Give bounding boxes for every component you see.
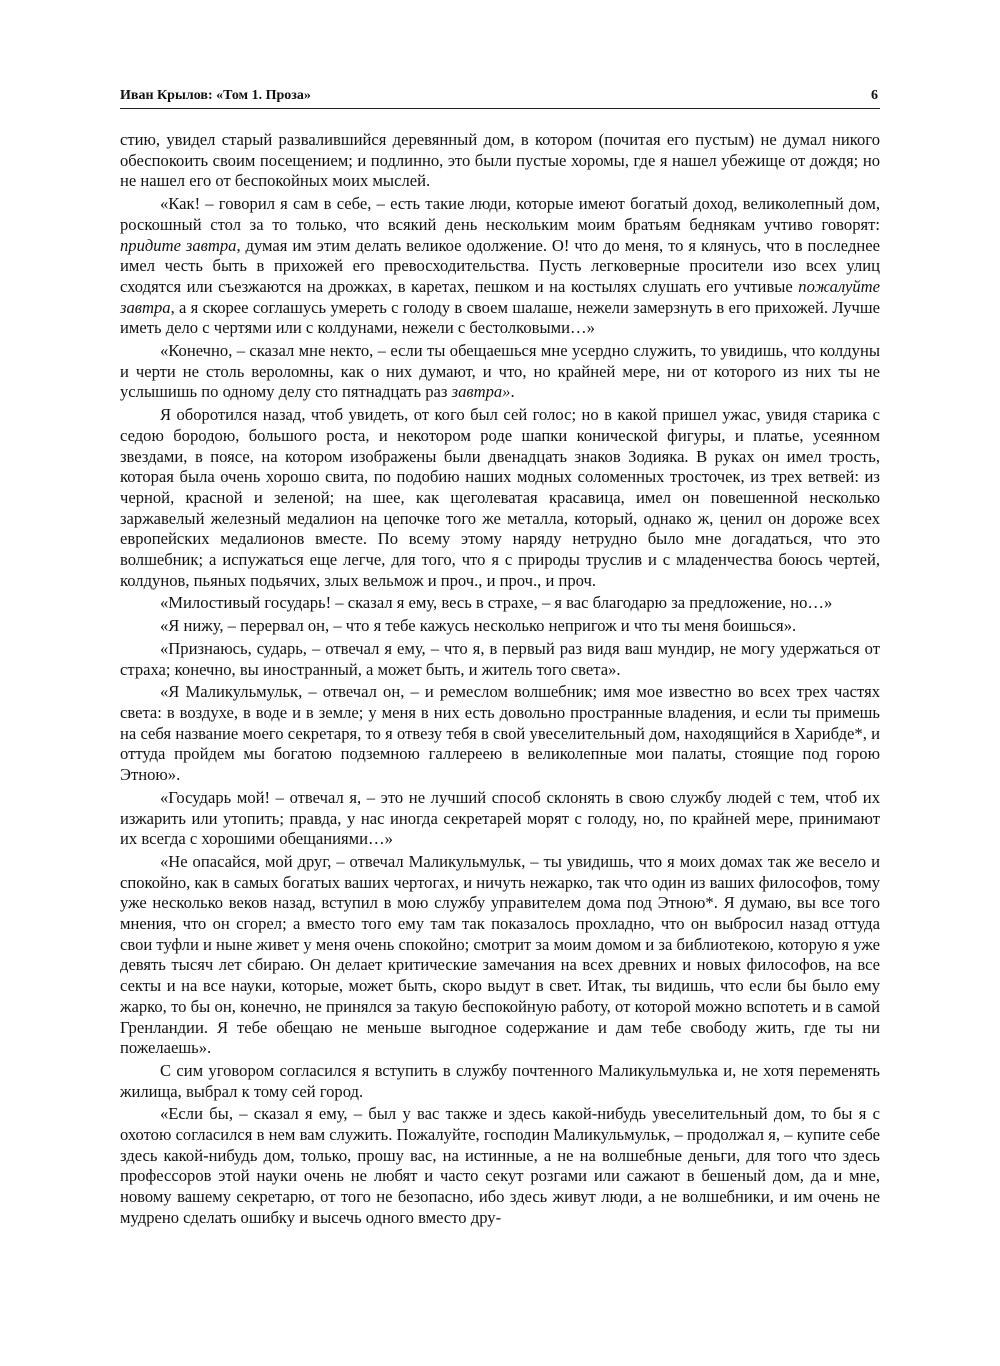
italic-text: завтра» <box>451 382 511 402</box>
paragraph <box>120 593 880 614</box>
text-run: С сим уговором согласился я вступить в службу почтенного Маликульмулька и, не хотя переменять жилища, выбрал к тому сей город. <box>120 1060 880 1101</box>
document-body <box>120 130 880 1229</box>
paragraph <box>120 1061 880 1102</box>
paragraph <box>120 682 880 786</box>
paragraph <box>120 616 880 637</box>
paragraph <box>120 130 880 192</box>
text-run: , думая им этим делать великое одолжение. О! что до меня, то я клянусь, что в последнее имел честь быть в прихожей его превосходительства. Пусть легковерные просители изо всех улиц сходятся или съезжаются на дрожках, в каретах, пешком и на костылях слушать его учтивые <box>120 235 880 296</box>
text-run: «Признаюсь, сударь, – отвечал я ему, – что я, в первый раз видя ваш мундир, не могу удержаться от страха; конечно, вы иностранный, а может быть, и житель того света». <box>120 638 880 679</box>
paragraph <box>120 639 880 680</box>
paragraph <box>120 194 880 339</box>
text-run: , а я скорее соглашусь умереть с голоду в своем шалаше, нежели замерзнуть в его прихожей. Лучше иметь дело с чертями или с колдунами, нежели с бестолковыми…» <box>120 297 880 338</box>
text-run: Я оборотился назад, чтоб увидеть, от кого был сей голос; но в какой пришел ужас, увидя старика с седою бородою, большого роста, и некотором роде шапки конической фигуры, и платье, усеянном звездами, в поясе, на котором изображены были двенадцать знаков Зодияка. В руках он имел трость, которая была очень хорошо свита, по подобию наших модных соломенных тросточек, из трех ветвей: из черной, красной и зеленой; на шее, как щеголеватая красавица, имел он повешенной несколько заржавелый железный медалион на цепочке того же металла, который, однако ж, ценил он дороже всех европейских медалионов вместе. По всему этому наряду нетрудно было мне догадаться, что это волшебник; а испужаться еще легче, для того, что я с природы труслив и с младенчества боюсь чертей, колдунов, пьяных подьячих, злых вельмож и проч., и проч., и проч. <box>120 405 880 590</box>
paragraph <box>120 1104 880 1228</box>
text-run: «Если бы, – сказал я ему, – был у вас также и здесь какой-нибудь увеселительный дом, то бы я с охотою согласился в нем вам служить. Пожалуйте, господин Маликульмульк, – продолжал я, – купите себе здесь какой-нибудь дом, только, прошу вас, на истинные, а не на волшебные деньги, для того что здесь профессоров этой науки очень не любят и часто секут розгами или сажают в бешеный дом, да и мне, новому вашему секретарю, от того не безопасно, ибо здесь живут люди, а не волшебники, и им очень не мудрено сделать ошибку и высечь одного вместо дру- <box>120 1104 880 1227</box>
text-run: «Конечно, – сказал мне некто, – если ты обещаешься мне усердно служить, то увидишь, что колдуны и черти не столь вероломны, как о них думают, и что, но крайней мере, ни от которого из них ты не услышишь по одному делу сто пятнадцать раз <box>120 341 880 402</box>
italic-text: пожалуйте завтра <box>120 276 880 317</box>
paragraph <box>120 405 880 591</box>
text-run: «Государь мой! – отвечал я, – это не лучший способ склонять в свою службу людей с тем, чтоб их изжарить или утопить; правда, у нас иногда секретарей морят с голоду, но, по крайней мере, принимают их всегда с хорошими обещаниями…» <box>120 787 880 849</box>
page-header <box>120 88 880 109</box>
text-run: «Я нижу, – перервал он, – что я тебе кажусь несколько непригож и что ты меня боишься». <box>160 616 797 636</box>
text-run: «Я Маликульмульк, – отвечал он, – и ремеслом волшебник; имя мое известно во всех трех частях света: в воздухе, в воде и в земле; у меня в них есть довольно пространные владения, и если ты примешь на себя название моего секретаря, то я отвезу тебя в свой увеселительный дом, находящийся в Харибде*, и оттуда пройдем мы богатою подземною галлереею в великолепные мои палаты, стоящие под горою Этною». <box>120 682 880 785</box>
text-run: стию, увидел старый развалившийся деревянный дом, в котором (почитая его пустым) не думал никого обеспокоить своим посещением; и подлинно, это были пустые хоромы, где я нашел убежище от дождя; но не нашел его от беспокойных моих мыслей. <box>120 130 880 191</box>
running-title: Иван Крылов: «Том 1. Проза» <box>120 88 311 103</box>
page-number: 6 <box>871 88 878 103</box>
italic-text: придите завтра <box>120 235 237 255</box>
text-run: «Как! – говорил я сам в себе, – есть такие люди, которые имеют богатый доход, великолепный дом, роскошный стол за то только, что всякий день нескольким моим братьям беднякам учтиво говорят: <box>120 194 880 234</box>
paragraph <box>120 341 880 403</box>
text-run: «Милостивый государь! – сказал я ему, весь в страхе, – я вас благодарю за предложение, но…» <box>160 593 833 613</box>
paragraph <box>120 852 880 1059</box>
paragraph <box>120 788 880 850</box>
text-run: «Не опасайся, мой друг, – отвечал Маликульмульк, – ты увидишь, что я моих домах так же весело и спокойно, как в самых богатых ваших чертогах, и ничуть нежарко, так что один из ваших философов, тому уже несколько веков назад, вступил в мою службу управителем дома под Этною*. Я думаю, вы все того мнения, что он сгорел; а вместо того ему там так показалось прохладно, что он выбросил назад оттуда свои туфли и ныне живет у меня очень спокойно; смотрит за моим домом и за библиотекою, которую я уже девять тысяч лет сбираю. Он делает критические замечания на всех древних и новых философов, на все секты и на все науки, которые, может быть, скоро выдут в свет. Итак, ты видишь, что если бы было ему жарко, то бы он, конечно, не принялся за такую беспокойную работу, от которой можно вспотеть и в самой Гренландии. Я тебе обещаю не меньше выгодное содержание и дам тебе свободу жить, где ты ни пожелаешь». <box>120 851 880 1058</box>
text-run: . <box>510 382 515 402</box>
